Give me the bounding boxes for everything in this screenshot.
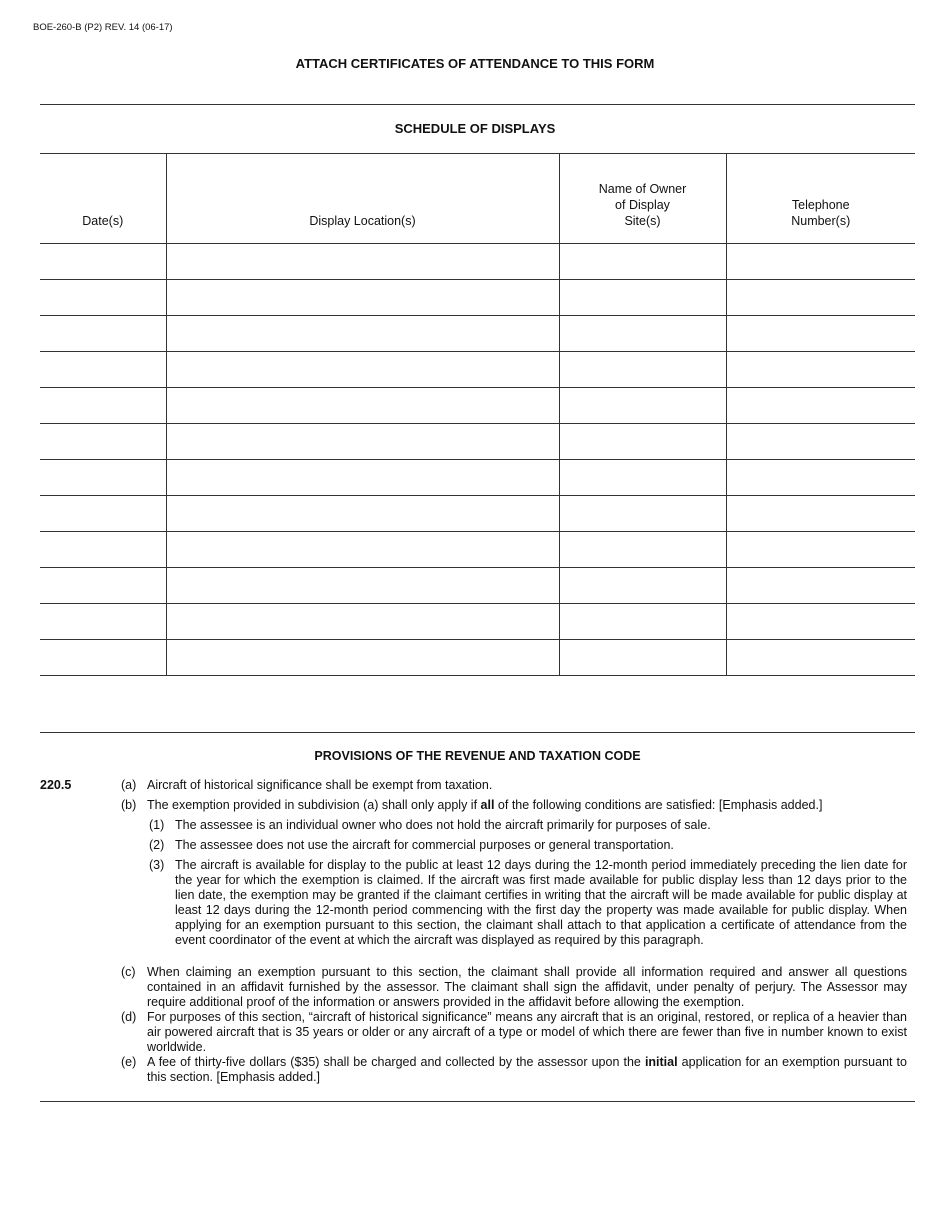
item-c-text: When claiming an exemption pursuant to this section, the claimant shall provide all information required and answer all questions contained in an affidavit furnished by the assessor. The claimant shall sign the affidavit, under penalty of perjury. The Assessor may require additional proof of the information or answers provided in the affidavit before allowing the exemption. <box>147 965 907 1009</box>
item-c-label: (c) <box>121 965 136 979</box>
location-cell[interactable] <box>166 568 559 604</box>
date-cell[interactable] <box>40 568 166 604</box>
divider <box>40 732 915 733</box>
owner-cell[interactable] <box>559 640 726 676</box>
date-cell[interactable] <box>40 604 166 640</box>
phone-cell[interactable] <box>726 388 915 424</box>
owner-cell[interactable] <box>559 280 726 316</box>
item-a-text: Aircraft of historical significance shall be exempt from taxation. <box>147 778 493 792</box>
owner-cell[interactable] <box>559 352 726 388</box>
date-cell[interactable] <box>40 640 166 676</box>
col-header-dates: Date(s) <box>40 154 166 244</box>
item-e-label: (e) <box>121 1055 137 1069</box>
col-header-location: Display Location(s) <box>166 154 559 244</box>
location-cell[interactable] <box>166 496 559 532</box>
owner-cell[interactable] <box>559 604 726 640</box>
date-cell[interactable] <box>40 460 166 496</box>
col-header-owner: Name of Owner of Display Site(s) <box>559 154 726 244</box>
location-cell[interactable] <box>166 532 559 568</box>
col-header-phone: Telephone Number(s) <box>726 154 915 244</box>
attach-certificates-title: ATTACH CERTIFICATES OF ATTENDANCE TO THIS FORM <box>295 56 655 71</box>
date-cell[interactable] <box>40 280 166 316</box>
table-row <box>40 640 915 676</box>
item-b1-label: (1) <box>149 818 165 832</box>
schedule-table <box>40 153 915 676</box>
date-cell[interactable] <box>40 532 166 568</box>
location-cell[interactable] <box>166 316 559 352</box>
table-row <box>40 568 915 604</box>
item-b2-label: (2) <box>149 838 165 852</box>
phone-cell[interactable] <box>726 568 915 604</box>
date-cell[interactable] <box>40 424 166 460</box>
table-row <box>40 604 915 640</box>
date-cell[interactable] <box>40 244 166 280</box>
table-row <box>40 280 915 316</box>
date-cell[interactable] <box>40 496 166 532</box>
item-e-text: A fee of thirty-five dollars ($35) shall be charged and collected by the assessor upon the initial application for an exemption pursuant to this section. [Emphasis added.] <box>147 1055 907 1084</box>
location-cell[interactable] <box>166 280 559 316</box>
item-b-label: (b) <box>121 798 137 812</box>
phone-cell[interactable] <box>726 424 915 460</box>
phone-cell[interactable] <box>726 460 915 496</box>
divider <box>40 1101 915 1102</box>
location-cell[interactable] <box>166 244 559 280</box>
table-header-row <box>40 154 915 244</box>
form-id: BOE-260-B (P2) REV. 14 (06-17) <box>33 22 173 33</box>
owner-cell[interactable] <box>559 460 726 496</box>
location-cell[interactable] <box>166 388 559 424</box>
item-b-text: The exemption provided in subdivision (a) shall only apply if all of the following conditions are satisfied: [Emphasis added.] <box>147 798 823 812</box>
divider <box>40 104 915 105</box>
item-b2-text: The assessee does not use the aircraft for commercial purposes or general transportation. <box>175 838 674 852</box>
location-cell[interactable] <box>166 460 559 496</box>
item-b3-text: The aircraft is available for display to the public at least 12 days during the 12-month period immediately preceding the lien date for the year for which the exemption is claimed. If the aircraft was first made available for public display less than 12 days prior to the lien date, the exemption may be granted if the claimant certifies in writing that the aircraft will be made available for public display at least 12 days during the 12-month period commencing with the first day the property was made available for public display. When applying for an exemption pursuant to this section, the claimant shall attach to that application a certificate of attendance from the event coordinator of the event at which the aircraft was displayed as required by this paragraph. <box>175 858 907 947</box>
date-cell[interactable] <box>40 316 166 352</box>
table-row <box>40 424 915 460</box>
table-row <box>40 388 915 424</box>
phone-cell[interactable] <box>726 604 915 640</box>
owner-cell[interactable] <box>559 244 726 280</box>
table-row <box>40 460 915 496</box>
provisions-title: PROVISIONS OF THE REVENUE AND TAXATION CODE <box>314 749 641 763</box>
item-a-label: (a) <box>121 778 137 792</box>
location-cell[interactable] <box>166 424 559 460</box>
phone-cell[interactable] <box>726 532 915 568</box>
phone-cell[interactable] <box>726 352 915 388</box>
location-cell[interactable] <box>166 604 559 640</box>
item-d-text: For purposes of this section, “aircraft of historical significance” means any aircraft that is an original, restored, or replica of a heavier than air powered aircraft that is 35 years or older or any aircraft of a type or model of which there are fewer than five in number known to exist worldwide. <box>147 1010 907 1054</box>
table-row <box>40 244 915 280</box>
phone-cell[interactable] <box>726 496 915 532</box>
table-row <box>40 316 915 352</box>
table-row <box>40 496 915 532</box>
date-cell[interactable] <box>40 388 166 424</box>
owner-cell[interactable] <box>559 316 726 352</box>
date-cell[interactable] <box>40 352 166 388</box>
schedule-title: SCHEDULE OF DISPLAYS <box>394 121 556 136</box>
owner-cell[interactable] <box>559 388 726 424</box>
location-cell[interactable] <box>166 640 559 676</box>
owner-cell[interactable] <box>559 424 726 460</box>
item-b3-label: (3) <box>149 858 165 872</box>
owner-cell[interactable] <box>559 496 726 532</box>
phone-cell[interactable] <box>726 640 915 676</box>
owner-cell[interactable] <box>559 568 726 604</box>
phone-cell[interactable] <box>726 280 915 316</box>
item-d-label: (d) <box>121 1010 137 1024</box>
item-b1-text: The assessee is an individual owner who does not hold the aircraft primarily for purposes of sale. <box>175 818 711 832</box>
table-row <box>40 352 915 388</box>
table-row <box>40 532 915 568</box>
phone-cell[interactable] <box>726 316 915 352</box>
owner-cell[interactable] <box>559 532 726 568</box>
section-number: 220.5 <box>40 778 72 792</box>
phone-cell[interactable] <box>726 244 915 280</box>
location-cell[interactable] <box>166 352 559 388</box>
